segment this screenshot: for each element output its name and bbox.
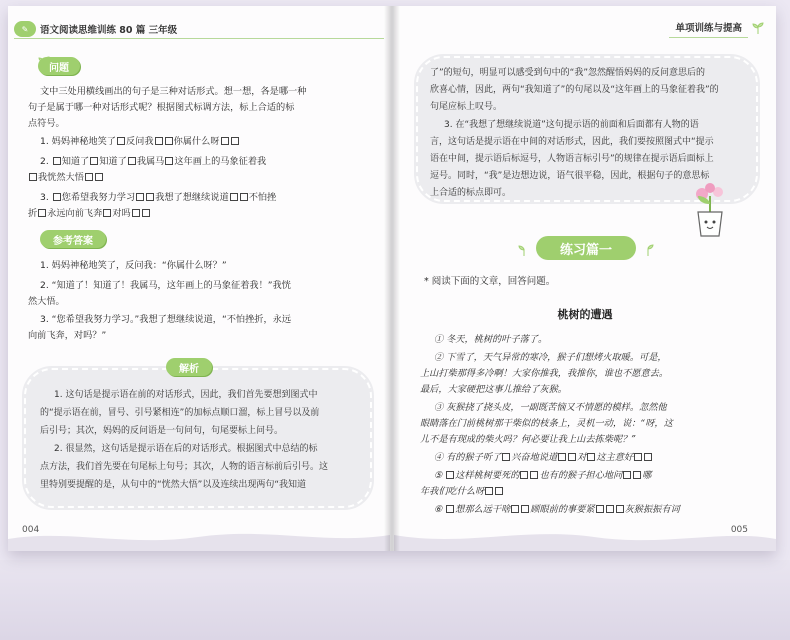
item-3: 3. 您希望我努力学习 我想了想继续说道 不怕挫 — [40, 192, 277, 203]
passage-para-2: ② 下雪了，天气异常的寒冷，猴子们想烤火取暖。可是， — [434, 352, 667, 363]
analysis-line-5: 点方法，我们首先要在句尾标上句号；其次，人物的语言标前后引号。这 — [40, 462, 329, 472]
passage-para-1: ① 冬天，桃树的叶子落了。 — [434, 334, 548, 345]
passage-title: 桃树的遭遇 — [557, 308, 613, 321]
analysis-line-3: 后引号；其次，妈妈的反问语是一句问句，句尾要标上问号。 — [40, 426, 284, 436]
item-2-line-2: 我恍然大悟 — [28, 170, 104, 185]
right-page — [394, 6, 776, 551]
page-wave — [394, 525, 776, 551]
left-page — [8, 6, 390, 551]
passage-para-5: ⑤ 这样桃树要死的 也有的猴子担心地问 哪 — [434, 470, 652, 481]
passage-para-5-cont: 年我们吃什么呀 — [420, 484, 504, 499]
section-title: 单项训练与提高 — [669, 20, 748, 38]
analysis-line-6: 里特别要提醒的是，从句中的“恍然大悟”以及连续出现两句“我知道 — [40, 480, 306, 490]
analysis-cont-4: 3. 在“我想了想继续说道”这句提示语的前面和后面都有人物的语 — [444, 120, 699, 130]
analysis-cont-1: 了”的短句，明显可以感受到句中的“我”忽然醒悟妈妈的反问意思后的 — [430, 68, 705, 78]
left-header — [14, 20, 219, 38]
analysis-line-1: 1. 这句话是提示语在前的对话形式，因此，我们首先要想到图式中 — [54, 390, 318, 400]
question-line-1: 文中三处用横线画出的句子是三种对话形式。想一想，各是哪一种 — [40, 86, 307, 97]
answer-2-cont: 然大悟。 — [28, 296, 65, 307]
passage-para-3-cont-2: 儿不是有现成的柴火吗？何必要让我上山去拣柴呢？” — [420, 434, 637, 445]
answer-2: 2. “知道了！知道了！我属马，这年画上的马象征着我！”我恍 — [40, 280, 291, 291]
analysis-cont-5: 言，这句话是提示语在中间的对话形式，因此，我们要按照图式中“提示 — [430, 137, 714, 147]
page-number-right: 005 — [730, 525, 748, 535]
analysis-cont-3: 句尾应标上叹号。 — [430, 102, 503, 112]
question-line-3: 点符号。 — [28, 118, 65, 129]
answer-3: 3. “您希望我努力学习。”我想了想继续说道，“不怕挫折，永远 — [40, 314, 292, 325]
answer-3-cont: 向前飞奔，对吗？” — [28, 330, 107, 341]
analysis-line-4: 2. 很显然，这句话是提示语在后的对话形式。根据图式中总结的标 — [54, 444, 318, 454]
question-label: 问题 — [38, 57, 80, 75]
passage-para-3: ③ 灰猴挠了挠头皮，一副既苦恼又不情愿的模样。忽然他 — [434, 402, 667, 413]
passage-para-3-cont: 眼睛落在门前桃树那干柴似的枝条上，灵机一动，说：“呀，这 — [420, 418, 673, 429]
book-title: 语文阅读思维训练 80 篇 三年级 — [40, 25, 178, 36]
passage-para-2-cont-2: 最后，大家硬把这事儿推给了灰猴。 — [420, 384, 567, 395]
passage-para-4: ④ 有的猴子听了 兴奋地说道 对 这主意好 — [434, 450, 653, 465]
analysis-cont-6: 语在中间，提示语后标逗号，人物语言标引号”的规律在提示语后面标上 — [430, 154, 714, 164]
answer-label: 参考答案 — [40, 230, 106, 248]
potted-plant-icon — [688, 182, 732, 240]
passage-para-2-cont: 上山打柴那得多冷啊！大家你推我，我推你，谁也不愿意去。 — [420, 368, 669, 379]
question-line-2: 句子是属于哪一种对话形式呢？根据图式标调方法，标上合适的标 — [28, 102, 295, 113]
exercise-title: 练习篇一 — [536, 236, 636, 260]
book-spread — [8, 6, 776, 551]
analysis-cont-2: 欣喜心情，因此，两句“我知道了”的句尾以及“这年画上的马象征着我”的 — [430, 85, 719, 95]
analysis-cont-8: 上合适的标点即可。 — [430, 188, 512, 198]
analysis-label: 解析 — [166, 358, 212, 376]
analysis-line-2: 的“提示语在前，冒号、引号紧相连”的加标点顺口溜，标上冒号以及前 — [40, 408, 320, 418]
sprout-icon — [752, 22, 764, 34]
passage-para-6: ⑥ 想那么远干啥 顾眼前的事要紧 灰猴振振有词 — [434, 504, 680, 515]
item-1: 1. 妈妈神秘地笑了 反问我 你属什么呀 — [40, 134, 240, 149]
sprout-icon — [642, 244, 654, 256]
analysis-cont-7: 逗号。同时，“我”是边想边说，语气很平稳，因此，根据句子的意思标 — [430, 171, 710, 181]
sprout-icon — [518, 244, 530, 256]
book-spine — [384, 6, 400, 551]
item-3-line-2: 折 永远向前飞奔 对吗 — [28, 206, 151, 221]
exercise-instruction: * 阅读下面的文章，回答问题。 — [424, 276, 556, 287]
item-2: 2. 知道了 知道了 我属马 这年画上的马象征着我 — [40, 156, 267, 167]
page-number-left: 004 — [22, 525, 40, 535]
background-band — [0, 560, 790, 640]
page-wave — [8, 525, 390, 551]
header-rule — [14, 38, 384, 39]
book-icon: ✎ — [14, 21, 36, 37]
answer-1: 1. 妈妈神秘地笑了，反问我：“你属什么呀？” — [40, 260, 227, 271]
